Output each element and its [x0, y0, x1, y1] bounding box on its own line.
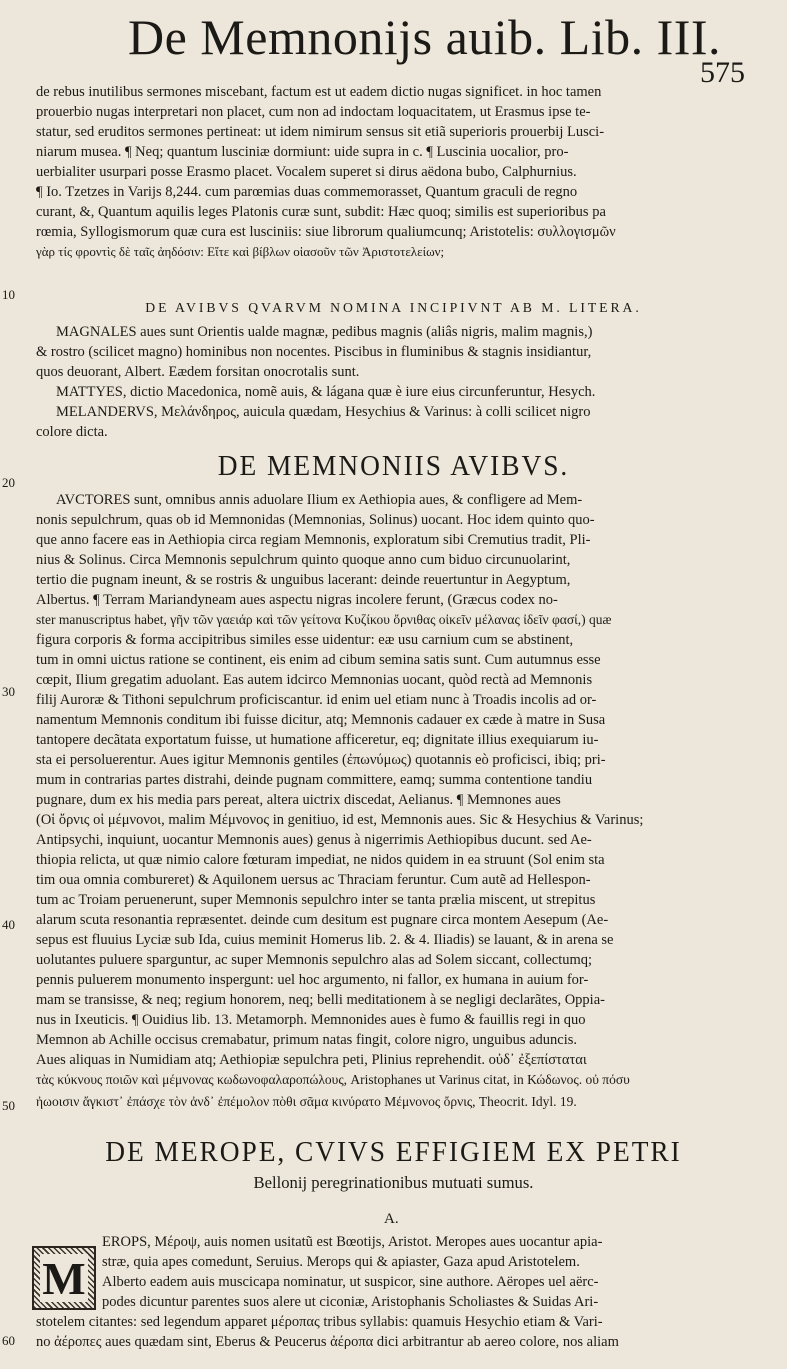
text-line: τὰς κύκνους ποιῶν καὶ μέμνονας κωδωνοφαλαροπώλους, Aristophanes ut Varinus citat, in Κώδωνος. οὐ πόσυ: [36, 1072, 630, 1087]
drop-cap-letter: M: [40, 1254, 88, 1302]
text-line: figura corporis & forma accipitribus similes esse uidentur: eæ usu carnium cum se abstinent,: [36, 632, 574, 648]
text-line: nonis sepulchrum, quas ob id Memnonidas (Memnonias, Solinus) uocant. Hoc idem quinto quo-: [36, 512, 595, 528]
section-heading-merope: DE MEROPE, CVIVS EFFIGIEM EX PETRI: [105, 1137, 682, 1168]
text-line: no ἀέροπες aues quædam sint, Eberus & Peucerus ἀέροπα dici arbitrantur ab aereo colore, nos aliam: [36, 1334, 619, 1350]
text-line: tertio die pugnam ineunt, & se rostris & unguibus lacerant: deinde reuertuntur in Aegyptum,: [36, 572, 571, 588]
text-line: pennis puluerem monumento inspergunt: uel hoc argumento, ni fallor, ex humana in auium for-: [36, 972, 589, 988]
text-line: Albertus. ¶ Terram Mariandyneam aues aspectu nigras incolere ferunt, (Græcus codex no-: [36, 592, 558, 608]
text-line: MELANDERVS, Μελάνδηρος, auicula quædam, Hesychius & Varinus: à colli scilicet nigro: [56, 404, 591, 420]
text-line: nius & Solinus. Circa Memnonis sepulchrum quinto quoque anno cum biduo circunuolarint,: [36, 552, 571, 568]
text-line: colore dicta.: [36, 424, 108, 440]
section-heading-memnoniis: DE MEMNONIIS AVIBVS.: [217, 451, 570, 482]
text-line: tantopere decãtata exportatum fuisse, ut humatione afficeretur, eq; dignitate illius exequiarum iu-: [36, 732, 599, 748]
text-line: niarum musea. ¶ Neq; quantum lusciniæ dormiunt: uide supra in c. ¶ Luscinia uocalior, pro-: [36, 144, 569, 160]
text-line: cœpit, Ilium gregatim aduolant. Eas autem idcirco Memnonias uocant, quòd rectà ad Memnonis: [36, 672, 593, 688]
text-line: curant, &, Quantum aquilis leges Platonis curæ sunt, subdit: Hæc quoq; similis est superioribus pa: [36, 204, 606, 220]
margin-line-number: 40: [2, 917, 15, 932]
text-line: namentum Memnonis conditum ibi fuisse dicitur, atq; Memnonis cadauer ex cæde à matre in Susa: [36, 712, 606, 728]
text-line: ster manuscriptus habet, γῆν τῶν γαειάρ καὶ τῶν γείτονα Κυζίκου ὄρνιθας οἰκεῖν μέλανας ἰδεῖν φασί,) quæ: [36, 612, 612, 627]
text-line: que anno facere eas in Aethiopia circa regiam Memnonis, exploratum sibi Cremutius tradit, Pli-: [36, 532, 591, 548]
text-line: pugnare, dum ex his media pars pereat, altera uictrix discedat, Aelianus. ¶ Memnones aues: [36, 792, 561, 808]
margin-line-number: 50: [2, 1098, 15, 1113]
text-line: stotelem citantes: sed legendum apparet μέροπας tribus syllabis: quamuis Hesychio etiam & Vari-: [36, 1314, 603, 1330]
text-line: MATTYES, dictio Macedonica, nomẽ auis, & lágana quæ è iure eius circunferuntur, Hesych.: [56, 384, 596, 400]
text-line: thiopia relicta, ut quæ nimio calore fœturam impediat, ne nidos quidem in ea struunt (Sol enim sta: [36, 852, 605, 868]
text-line: & rostro (scilicet magno) hominibus non nocentes. Piscibus in fluminibus & stagnis insidiantur,: [36, 344, 592, 360]
text-line: mum in contrarias partes distrahi, deinde pugnam committere, eamq; summa contentione tandiu: [36, 772, 593, 788]
text-line: MAGNALES aues sunt Orientis ualde magnæ, pedibus magnis (aliâs nigris, malim magnis,): [56, 324, 593, 340]
section-heading-m-birds: DE AVIBVS QVARVM NOMINA INCIPIVNT AB M. LITERA.: [145, 301, 642, 316]
text-line: quos deuorant, Albert. Eædem forsitan onocrotalis sunt.: [36, 364, 360, 380]
text-line: nus in Ixeuticis. ¶ Ouidius lib. 13. Metamorph. Memnonides aues è fumo & fauillis regi in quo: [36, 1012, 586, 1028]
margin-line-number: 20: [2, 475, 15, 490]
text-line: de rebus inutilibus sermones miscebant, factum est ut eadem dictio nugas significet. in hoc tamen: [36, 84, 602, 100]
text-line: uolutantes puluere sparguntur, ac super Memnonis sepulchro alas ad Solem siccant, collectumq;: [36, 952, 593, 968]
text-line: alarum scuta resonantia repræsentet. deinde cum desitum est pugnare circa montem Aesepum (Ae-: [36, 912, 609, 928]
page-number: 575: [700, 56, 745, 89]
text-line: prouerbio nugas interpretari non placet, cum non ad indoctam loquacitatem, ut Erasmus ipse te-: [36, 104, 591, 120]
running-title: De Memnonijs auib. Lib. III.: [128, 9, 722, 65]
text-line: sta ei persoluerentur. Aues igitur Memnonis gentiles (ἐπωνύμως) quotannis eò proficisci, ibiq; pri-: [36, 752, 606, 768]
text-line: rœmia, Syllogismorum quæ cura est lusciniis: siue librorum qualiumcunq; Aristotelis: συλλογισμῶν: [36, 224, 616, 240]
text-line: tim oua omnia combureret) & Aquilonem uersus ac Thraciam feruntur. Cum autẽ ad Hellespon-: [36, 872, 591, 888]
text-line: Aues aliquas in Numidiam atq; Aethiopiæ sepulchra peti, Plinius reprehendit. οὐδ᾽ ἐξεπίσταται: [36, 1052, 587, 1068]
text-line: Memnon ab Achille occisus cremabatur, primum natas fingit, colore nigro, unguibus aduncis.: [36, 1032, 578, 1048]
page-header: [0, 0, 787, 89]
margin-line-number: 10: [2, 287, 15, 302]
margin-line-number: 30: [2, 684, 15, 699]
text-line: filij Auroræ & Tithoni sepulchrum proficiscantur. id enim uel etiam nunc à Troadis incolis ad or-: [36, 692, 597, 708]
text-line: statur, sed eruditos sermones pertineat: ut idem nimirum sensus sit etiã superioris prouerbij Lusci-: [36, 124, 605, 140]
text-line: mam se transisse, & neq; regium honorem, neq; belli meditationem à se negligi declarãtes, Oppia-: [36, 992, 605, 1008]
text-line: sepus est fluuius Lyciæ sub Ida, cuius meminit Homerus lib. 2. & 4. Iliadis) se lauant, & in arena se: [36, 932, 614, 948]
text-line: tum ac Troiam peruenerunt, super Memnonis sepulchro inter se tanta prælia miscent, ut strepitus: [36, 892, 596, 908]
text-line: Alberto eadem auis muscicapa nominatur, ut suspicor, sine authore. Aëropes uel aërc-: [102, 1274, 599, 1290]
drop-cap-initial: [32, 1246, 96, 1310]
text-line: tum in omni uictus ratione se continent, eis enim ad cibum semina satis sunt. Cum autumnus esse: [36, 652, 601, 668]
text-line: (Οἱ ὄρνις οἱ μέμνονοι, malim Μέμνονος in genitiuo, id est, Memnonis aues. Sic & Hesychius & Varinus;: [36, 812, 644, 828]
text-line-greek: γὰρ τίς φροντὶς δὲ ταῖς ἀηδόσιν: Εἴτε καὶ βίβλων οἱασοῦν τῶν Ἀριστοτελείων;: [36, 244, 445, 259]
text-line: uerbialiter usurpari posse Erasmo placet. Vocalem superet si dirus aëdona bubo, Calphurnius.: [36, 164, 577, 180]
section-subtitle-merope: Bellonij peregrinationibus mutuati sumus.: [253, 1173, 534, 1192]
subsection-letter: A.: [384, 1211, 399, 1227]
text-line: podes dicuntur parentes suos alere ut ciconiæ, Aristophanis Scholiastes & Suidas Ari-: [102, 1294, 599, 1310]
text-line: stræ, quia apes comedunt, Seruius. Merops qui & apiaster, Gaza apud Aristotelem.: [102, 1254, 580, 1270]
text-line: AVCTORES sunt, omnibus annis aduolare Ilium ex Aethiopia aues, & confligere ad Mem-: [56, 492, 583, 508]
text-line: ἠωοισιν ἄγκιστ᾽ ἐπάσχε τὸν ἀνδ᾽ ἐπέμολον πὸθι σᾶμα κινύρατο Μέμνονος ὄρνις, Theocrit. Idyl. 19.: [36, 1094, 577, 1109]
text-line: EROPS, Μέροψ, auis nomen usitatũ est Bœotijs, Aristot. Meropes aues uocantur apia-: [102, 1234, 603, 1250]
text-line: Antipsychi, inquiunt, uocantur Memnonis aues) genus à nigerrimis Aethiopibus ducunt. sed Ae-: [36, 832, 592, 848]
text-line: ¶ Io. Tzetzes in Varijs 8,244. cum parœmias duas commemorasset, Quantum graculi de regno: [36, 184, 578, 200]
margin-line-number: 60: [2, 1333, 15, 1348]
